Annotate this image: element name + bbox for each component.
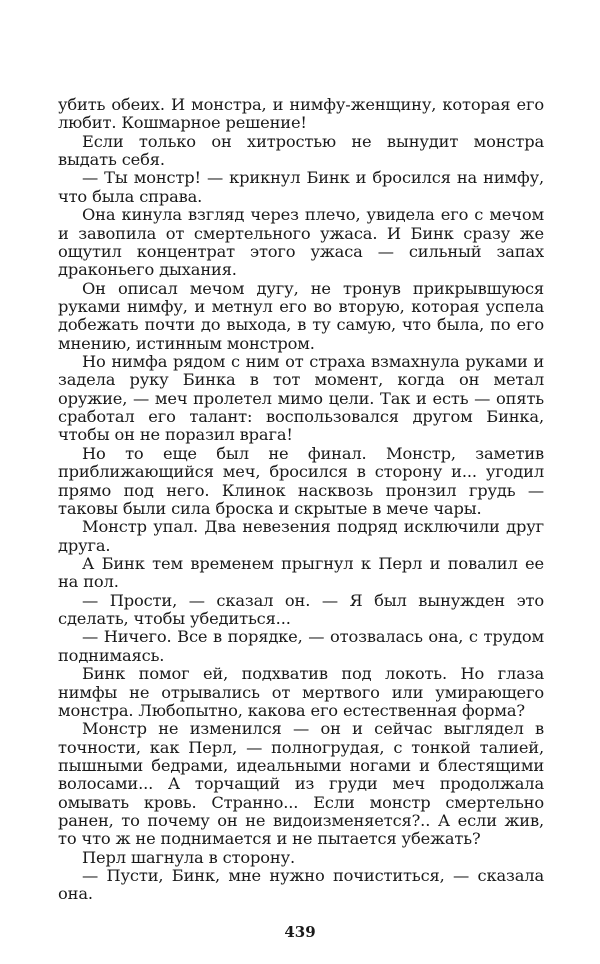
paragraph: Перл шагнула в сторону. [82,847,296,867]
paragraph: — Пусти, Бинк, мне нужно почиститься, — сказала она. [58,866,544,904]
page-body [58,96,544,904]
page-number: 439 [284,923,316,941]
paragraph: Бинк помог ей, подхватив под локоть. Но глаза нимфы не отрывались от мертвого или умирающего монстра. Любопытно, какова его естественная форма? [58,664,544,720]
paragraph: Монстр упал. Два невезения подряд исключили друг друга. [58,517,544,555]
paragraph: — Прости, — сказал он. — Я был вынужден это сделать, чтобы убедиться... [58,590,544,629]
paragraph: убить обеих. И монстра, и нимфу-женщину, которая его любит. Кошмарное решение! [58,95,544,133]
paragraph: Но нимфа рядом с ним от страха взмахнула руками и задела руку Бинка в тот момент, когда он метал оружие, — меч пролетел мимо цели. Так и есть — опять сработал его талант: воспользовался другом Бинка, чтобы он не поразил врага! [58,352,544,445]
paragraph: Он описал мечом дугу, не тронув прикрывшуюся руками нимфу, и метнул его во вторую, которая успела добежать почти до выхода, в ту самую, что была, по его мнению, истинным монстром. [58,278,544,353]
paragraph: Если только он хитростью не вынудит монстра выдать себя. [58,131,544,170]
paragraph: А Бинк тем временем прыгнул к Перл и повалил ее на пол. [58,553,544,592]
paragraph: Монстр не изменился — он и сейчас выглядел в точности, как Перл, — полногрудая, с тонкой талией, пышными бедрами, идеальными ногами и блестящими волосами... А торчащий из груди меч продолжала омывать кровь. Странно... Если монстр смертельно ранен, то почему он не видоизменяется?.. А если жив, то что ж не поднимается и не пытается убежать? [58,719,544,849]
paragraph: Она кинула взгляд через плечо, увидела его с мечом и завопила от смертельного ужаса. И Бинк сразу же ощутил концентрат этого ужаса — сильный запах драконьего дыхания. [58,205,544,280]
paragraph: Но то еще был не финал. Монстр, заметив приближающийся меч, бросился в сторону и... угодил прямо под него. Клинок насквозь пронзил грудь — таковы были сила броска и скрытые в мече чары. [58,443,544,518]
paragraph: — Ничего. Все в порядке, — отозвалась она, с трудом поднимаясь. [58,627,544,665]
paragraph: — Ты монстр! — крикнул Бинк и бросился на нимфу, что была справа. [58,168,544,206]
